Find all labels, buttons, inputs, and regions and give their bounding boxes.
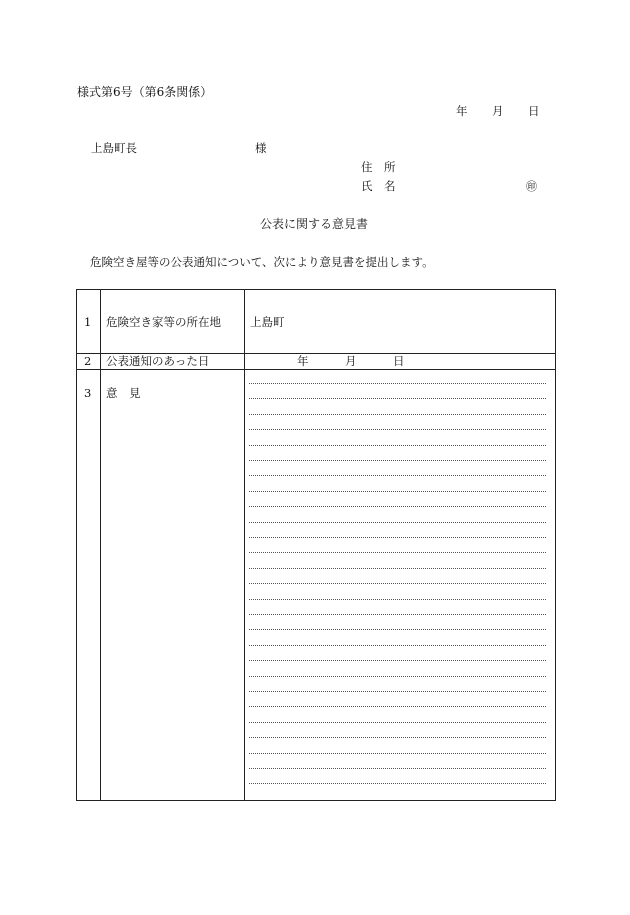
opinion-writing-line xyxy=(249,691,546,692)
row-2-month: 月 xyxy=(345,354,357,368)
opinion-writing-line xyxy=(249,614,546,615)
name-label: 氏 名 xyxy=(361,179,396,193)
opinion-writing-line xyxy=(249,768,546,769)
row-2-label: 公表通知のあった日 xyxy=(106,354,210,368)
submission-date-day: 日 xyxy=(528,104,540,118)
row-1-value: 上島町 xyxy=(250,315,285,329)
opinion-writing-line xyxy=(249,783,546,784)
opinion-writing-line xyxy=(249,660,546,661)
opinion-writing-line xyxy=(249,414,546,415)
opinion-writing-line xyxy=(249,429,546,430)
row-1-number: 1 xyxy=(84,315,92,329)
address-label: 住 所 xyxy=(361,160,396,174)
opinion-writing-line xyxy=(249,645,546,646)
document-title: 公表に関する意見書 xyxy=(260,217,369,231)
submission-date-month: 月 xyxy=(492,104,504,118)
opinion-writing-line xyxy=(249,383,546,384)
row-divider-2 xyxy=(77,369,555,370)
row-3-label: 意 見 xyxy=(106,386,141,400)
submission-date-year: 年 xyxy=(456,104,468,118)
opinion-writing-line xyxy=(249,737,546,738)
intro-text: 危険空き屋等の公表通知について、次により意見書を提出します。 xyxy=(90,255,434,269)
opinion-writing-line xyxy=(249,537,546,538)
opinion-writing-line xyxy=(249,445,546,446)
column-divider-number xyxy=(100,290,101,800)
opinion-writing-line xyxy=(249,583,546,584)
form-number: 様式第6号（第6条関係） xyxy=(77,85,213,99)
opinion-writing-line xyxy=(249,753,546,754)
opinion-writing-line xyxy=(249,398,546,399)
opinion-writing-line xyxy=(249,629,546,630)
opinion-writing-line xyxy=(249,491,546,492)
opinion-writing-line xyxy=(249,599,546,600)
opinion-writing-line xyxy=(249,722,546,723)
row-2-day: 日 xyxy=(393,354,405,368)
addressee-honorific: 様 xyxy=(255,141,267,155)
opinion-writing-line xyxy=(249,676,546,677)
row-3-number: 3 xyxy=(84,386,92,400)
opinion-writing-line xyxy=(249,568,546,569)
row-1-label: 危険空き家等の所在地 xyxy=(106,315,221,329)
opinion-writing-line xyxy=(249,552,546,553)
seal-mark: ㊞ xyxy=(526,180,537,193)
opinion-writing-line xyxy=(249,506,546,507)
row-2-year: 年 xyxy=(297,354,309,368)
opinion-writing-line xyxy=(249,475,546,476)
opinion-writing-line xyxy=(249,460,546,461)
opinion-writing-line xyxy=(249,522,546,523)
opinion-writing-line xyxy=(249,706,546,707)
column-divider-label xyxy=(244,290,245,800)
row-2-number: 2 xyxy=(84,354,92,368)
addressee-name: 上島町長 xyxy=(91,141,137,155)
